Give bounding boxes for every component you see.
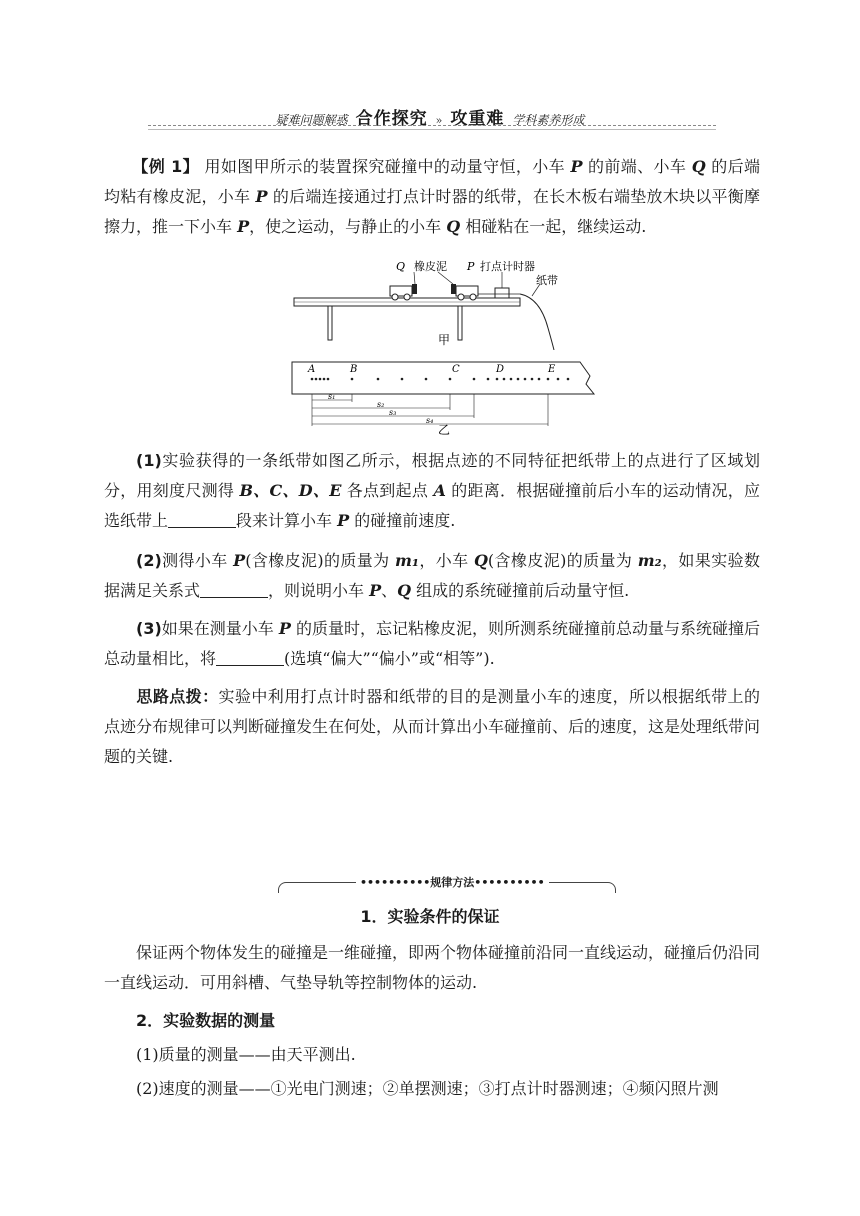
tape-point-label-D: D: [496, 364, 505, 375]
header-title-b: 攻重难: [450, 109, 505, 129]
method-item-1-text: (1)质量的测量——由天平测出.: [136, 1045, 356, 1064]
tape-point-label-E: E: [548, 364, 556, 375]
header-right-text: 学科素养形成: [512, 113, 585, 127]
q3-text: 的质量时，忘记粘橡皮泥，则所测系统碰撞前总动量与系统碰撞后总动量相比，将: [104, 619, 760, 668]
question-2: [104, 546, 760, 606]
tape-dot: [323, 378, 326, 381]
method-item-2: [104, 1074, 760, 1104]
q3-text: (选填“偏大”“偏小”或“相等”).: [284, 649, 495, 668]
method-item-2-text: ①光电门测速；②单摆测速；③打点计时器测速；④频闪照片测: [270, 1079, 719, 1098]
question-3: [104, 614, 760, 674]
tape-distance-label: s₃: [389, 408, 397, 417]
var-Q: Q: [473, 551, 488, 570]
label-rubber: 橡皮泥: [414, 260, 447, 273]
q2-text: ，如果实验数据满足关系式: [104, 551, 760, 600]
tape-point-label-B: B: [350, 364, 358, 375]
q2-text: ，小车: [418, 551, 474, 570]
tape-distance-marks: [312, 392, 548, 426]
tape-distance-label: s₄: [426, 416, 434, 425]
hint-label: 思路点拨：: [136, 687, 219, 706]
label-tape: 纸带: [536, 274, 558, 287]
answer-blank[interactable]: [168, 511, 236, 528]
var-A: A: [433, 481, 446, 500]
q2-text: ，则说明小车: [268, 581, 370, 600]
method-heading-2-text: 2．实验数据的测量: [136, 1011, 276, 1030]
example-text: 的后端均粘有橡皮泥，小车: [104, 157, 760, 206]
tape-figure: [290, 360, 600, 436]
tape-dot: [311, 378, 314, 381]
q1-text: 实验获得的一条纸带如图乙所示，根据点迹的不同特征把纸带上的点进行了区域划分，用刻度尺测得: [104, 451, 760, 500]
var-P: P: [570, 157, 583, 176]
q2-text: 、: [381, 581, 398, 600]
label-Q: Q: [396, 260, 406, 273]
answer-blank[interactable]: [200, 581, 268, 598]
example-text: 的前端、小车: [582, 157, 692, 176]
q2-text: (含橡皮泥)的质量为: [245, 551, 396, 570]
var-P: P: [255, 187, 268, 206]
method-box-title: ••••••••••规律方法••••••••••: [356, 874, 549, 890]
tape-dot: [315, 378, 318, 381]
var-m2: m₂: [637, 551, 662, 570]
question-1: [104, 446, 760, 536]
method-heading-1: 1．实验条件的保证: [360, 907, 500, 926]
tape-distance-label: s₁: [328, 392, 336, 401]
answer-blank[interactable]: [216, 649, 284, 666]
example-text: ，使之运动，与静止的小车: [249, 217, 447, 236]
var-P: P: [278, 619, 291, 638]
q1-text: 的距离．根据碰撞前后小车的运动情况，应选纸带上: [104, 481, 760, 530]
tape-dot: [510, 378, 513, 381]
q2-text: 组成的系统碰撞前后动量守恒.: [411, 581, 630, 600]
tape-dot: [547, 378, 550, 381]
tape-dot: [487, 378, 490, 381]
tape-distance-label: s₂: [377, 400, 385, 409]
label-P: P: [467, 260, 475, 273]
q2-text: (含橡皮泥)的质量为: [487, 551, 638, 570]
var-P: P: [337, 511, 350, 530]
header-left-text: 疑难问题解惑: [275, 113, 348, 127]
tape-dot: [377, 378, 380, 381]
q3-text: 如果在测量小车: [161, 619, 279, 638]
var-P: P: [237, 217, 250, 236]
var-Q: Q: [446, 217, 461, 236]
header-arrow-icon: »: [435, 114, 443, 127]
example-text: 相碰粘在一起，继续运动.: [460, 217, 647, 236]
apparatus-board: [294, 298, 520, 340]
header-divider-2: [148, 129, 716, 130]
q1-text: 段来计算小车: [236, 511, 338, 530]
method-paragraph-1: [104, 938, 760, 998]
q1-text: 各点到起点: [341, 481, 434, 500]
var-Q: Q: [397, 581, 412, 600]
header-title-a: 合作探究: [355, 109, 428, 129]
tape-dot: [473, 378, 476, 381]
question-number: (3): [136, 619, 162, 638]
tape-dot: [496, 378, 499, 381]
tape-dot: [531, 378, 534, 381]
hint-paragraph: [104, 682, 760, 772]
tape-dot: [538, 378, 541, 381]
tape-dot: [449, 378, 452, 381]
example-tag: 【例 1】: [132, 157, 200, 176]
tape-dot: [503, 378, 506, 381]
header-divider: [148, 125, 716, 126]
method-box-header: [278, 874, 614, 892]
tape-point-label-A: A: [308, 364, 316, 375]
timer-device: [478, 288, 554, 350]
example-paragraph: [104, 152, 760, 242]
tape-dot: [567, 378, 570, 381]
example-text: 的后端连接通过打点计时器的纸带，在长木板右端垫放木块以平衡摩擦力，推一下小车: [104, 187, 761, 236]
apparatus-figure: [290, 258, 600, 350]
caption-jia: 甲: [438, 333, 451, 347]
method-item-1: [104, 1040, 760, 1070]
var-P: P: [369, 581, 382, 600]
method-item-2-lead: (2)速度的测量——: [136, 1079, 271, 1098]
method-heading-2: [104, 1006, 760, 1036]
question-number: (1): [136, 451, 162, 470]
q1-points: B、C、D、E: [239, 481, 342, 500]
example-text: 用如图甲所示的装置探究碰撞中的动量守恒，小车: [199, 157, 571, 176]
tape-dot: [351, 378, 354, 381]
caption-yi: 乙: [438, 423, 451, 436]
tape-dot: [517, 378, 520, 381]
method-text: 保证两个物体发生的碰撞是一维碰撞，即两个物体碰撞前沿同一直线运动，碰撞后仍沿同一直线运动．可用斜槽、气垫导轨等控制物体的运动.: [104, 943, 761, 992]
tape-dot: [425, 378, 428, 381]
tape-dot: [319, 378, 322, 381]
q1-text: 的碰撞前速度.: [349, 511, 456, 530]
var-m1: m₁: [395, 551, 419, 570]
var-P: P: [233, 551, 246, 570]
question-number: (2): [136, 551, 162, 570]
tape-dot: [401, 378, 404, 381]
hint-text: 实验中利用打点计时器和纸带的目的是测量小车的速度，所以根据纸带上的点迹分布规律可以判断碰撞发生在何处，从而计算出小车碰撞前、后的速度，这是处理纸带问题的关键.: [104, 687, 761, 766]
tape-dot: [327, 378, 330, 381]
label-timer: 打点计时器: [480, 260, 535, 273]
q2-text: 测得小车: [161, 551, 234, 570]
var-Q: Q: [691, 157, 706, 176]
tape-dot: [524, 378, 527, 381]
tape-dot: [557, 378, 560, 381]
tape-point-label-C: C: [452, 364, 460, 375]
